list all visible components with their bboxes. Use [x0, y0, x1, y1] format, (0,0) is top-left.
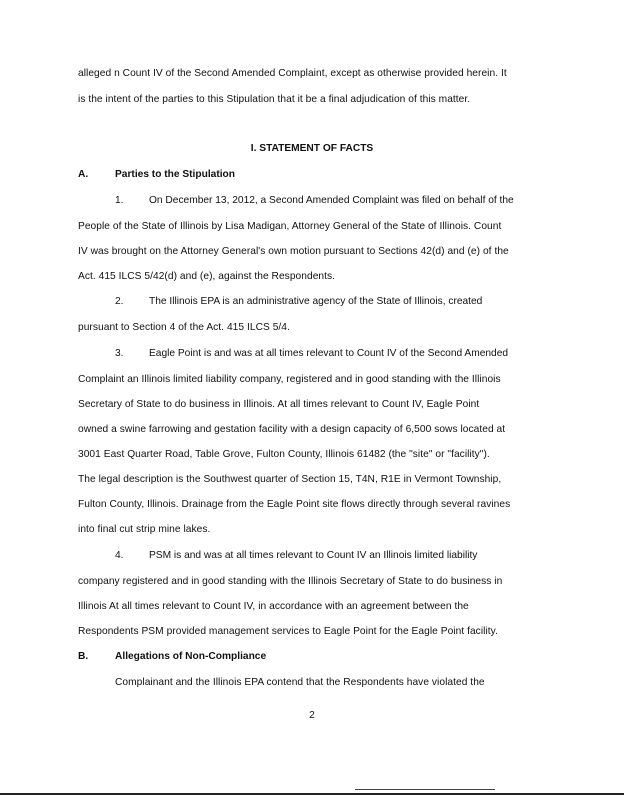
- text-line: Act. 415 ILCS 5/42(d) and (e), against the Respondents.: [78, 271, 336, 282]
- section-heading: I. STATEMENT OF FACTS: [250, 143, 374, 154]
- paragraph-number: 2.: [115, 296, 124, 307]
- subsection-letter: B.: [78, 651, 89, 662]
- scan-artifact-line: [355, 789, 495, 790]
- text-line: owned a swine farrowing and gestation facility with a design capacity of 6,500 sows located at: [78, 424, 506, 435]
- bottom-scan-border: [0, 793, 624, 795]
- text-line: The legal description is the Southwest quarter of Section 15, T4N, R1E in Vermont Township,: [78, 474, 502, 485]
- page-number: 2: [309, 710, 315, 721]
- text-line: company registered and in good standing with the Illinois Secretary of State to do business in: [78, 576, 503, 587]
- text-line: People of the State of Illinois by Lisa Madigan, Attorney General of the State of Illinois. Count: [78, 221, 502, 232]
- paragraph-first-line: PSM is and was at all times relevant to Count IV an Illinois limited liability: [149, 550, 478, 561]
- subsection-title: Allegations of Non-Compliance: [115, 651, 267, 662]
- text-line: into final cut strip mine lakes.: [78, 524, 211, 535]
- paragraph-first-line: The Illinois EPA is an administrative agency of the State of Illinois, created: [149, 296, 483, 307]
- text-line: alleged n Count IV of the Second Amended Complaint, except as otherwise provided herein. It: [78, 68, 507, 79]
- text-line: Complainant and the Illinois EPA contend that the Respondents have violated the: [115, 677, 485, 688]
- text-line: Complaint an Illinois limited liability company, registered and in good standing with the Illinois: [78, 374, 501, 385]
- subsection-title: Parties to the Stipulation: [115, 169, 235, 180]
- text-line: Fulton County, Illinois. Drainage from the Eagle Point site flows directly through several ravines: [78, 499, 511, 510]
- text-line: Respondents PSM provided management services to Eagle Point for the Eagle Point facility.: [78, 626, 498, 637]
- text-line: Secretary of State to do business in Illinois. At all times relevant to Count IV, Eagle Point: [78, 399, 480, 410]
- subsection-letter: A.: [78, 169, 89, 180]
- paragraph-number: 1.: [115, 195, 124, 206]
- paragraph-number: 3.: [115, 348, 124, 359]
- text-line: Illinois At all times relevant to Count IV, in accordance with an agreement between the: [78, 601, 469, 612]
- text-line: is the intent of the parties to this Stipulation that it be a final adjudication of this matter.: [78, 94, 471, 105]
- text-line: 3001 East Quarter Road, Table Grove, Fulton County, Illinois 61482 (the "site" or "facility").: [78, 449, 490, 460]
- paragraph-first-line: Eagle Point is and was at all times relevant to Count IV of the Second Amended: [149, 348, 509, 359]
- text-line: IV was brought on the Attorney General's own motion pursuant to Sections 42(d) and (e) of the: [78, 246, 509, 257]
- paragraph-first-line: On December 13, 2012, a Second Amended Complaint was filed on behalf of the: [149, 195, 514, 206]
- paragraph-number: 4.: [115, 550, 124, 561]
- text-line: pursuant to Section 4 of the Act. 415 ILCS 5/4.: [78, 322, 290, 333]
